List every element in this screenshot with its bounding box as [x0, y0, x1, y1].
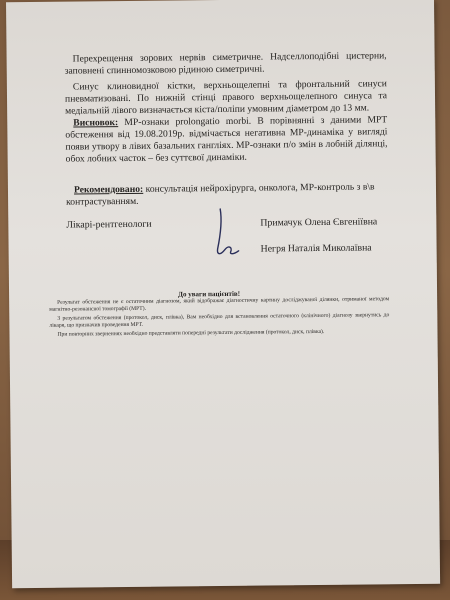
medical-report-page — [6, 0, 440, 588]
findings-paragraph-1: Перехрещення зорових нервів симетричне. Надселлоподібні цистерни, заповнені спинномозковою рідиною симетричні. — [64, 50, 387, 77]
radiologists-label: Лікарі-рентгенологи — [66, 218, 152, 231]
doctor-name-2: Негря Наталія Миколаївна — [260, 242, 372, 255]
conclusion-label: Висновок: — [73, 117, 119, 129]
notice-paragraph-3: При повторних зверненнях необхідно представляти попередні результати дослідження (протокол, диск, плівка). — [57, 328, 325, 338]
conclusion-paragraph — [65, 114, 387, 165]
notice-title: До уваги пацієнтів! — [178, 289, 241, 299]
handwritten-signature — [208, 205, 249, 260]
conclusion-text: МР-ознаки prolongatio morbi. В порівнянні з даними МРТ обстеження від 19.08.2019р. відмічається негативна МР-динаміка у вигляді появи утвору в лівих базальних гангліях. МР-ознаки п/о змін в лобній ділянці, обох лобних часток – без суттєвої динаміки. — [65, 114, 388, 165]
recommendation-label: Рекомендовано: — [73, 183, 144, 196]
doctor-name-1: Примачук Олена Євгеніївна — [260, 216, 378, 229]
notice-paragraph-1: Результат обстеження не є остаточним діагнозом, який відображає діагностичну картину досліджуваної ділянки, отриманої методом магнітно-резонансної томографії (МРТ). — [49, 296, 390, 314]
recommendation-text: консультація нейрохірурга, онколога, МР-контроль з в\в контрастуванням. — [66, 181, 375, 208]
findings-paragraph-2: Синус клиновидної кістки, верхньощелепні та фронтальний синуси пневматизовані. По нижній стінці правого верхньощелепного синуса та медіальній лівого визначається кіста/поліпи умовним діаметром до 13 мм. — [64, 78, 388, 117]
notice-paragraph-2: З результатом обстеження (протокол, диск, плівка), Вам необхідно для встановлення остаточного (клінічного) діагнозу звернутись до лікаря, що призначив проведення МРТ. — [49, 312, 390, 330]
